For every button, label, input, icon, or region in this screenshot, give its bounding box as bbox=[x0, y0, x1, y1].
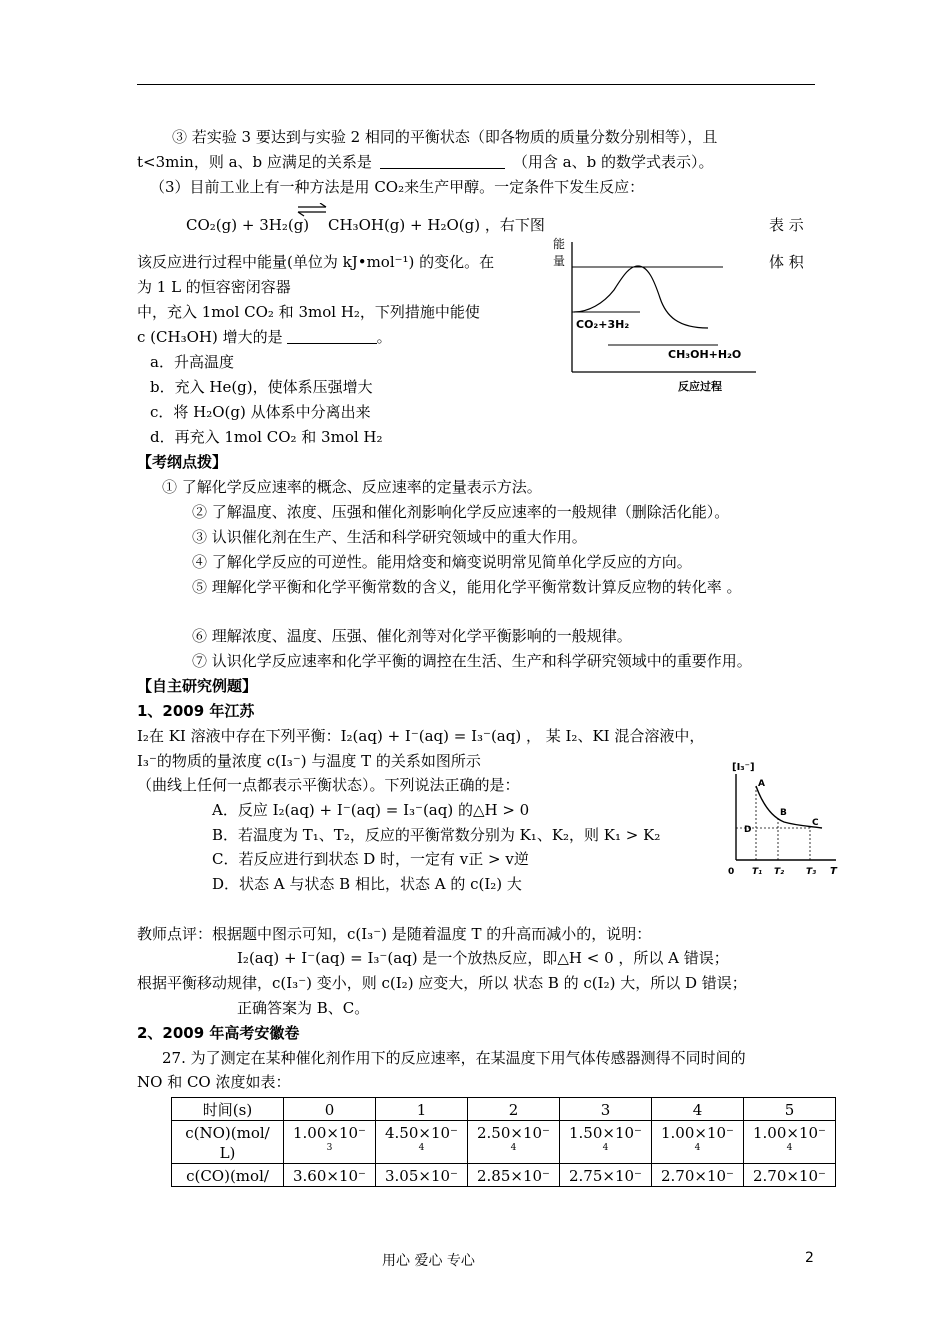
i3-xlabel: T bbox=[830, 866, 837, 877]
choice-a: A．反应 I₂(aq) + I⁻(aq) = I₃⁻(aq) 的△H > 0 bbox=[212, 801, 530, 819]
cell-exponent: 4 bbox=[602, 1143, 609, 1153]
cell-exponent: 4 bbox=[418, 1143, 425, 1153]
teacher-comment-1: 教师点评：根据题中图示可知，c(I₃⁻) 是随着温度 T 的升高而减小的，说明： bbox=[137, 925, 652, 943]
i3-xtick-t3: T₃ bbox=[806, 867, 817, 877]
table-row bbox=[172, 1164, 836, 1187]
line-4a: CO₂(g) + 3H₂(g) bbox=[186, 216, 310, 234]
table-cell bbox=[284, 1164, 376, 1187]
header-cell: 2 bbox=[468, 1098, 560, 1121]
cell-exponent: 4 bbox=[786, 1143, 793, 1153]
table-cell bbox=[652, 1164, 744, 1187]
outline-7: ⑦ 认识化学反应速率和化学平衡的调控在生活、生产和科学研究领域中的重要作用。 bbox=[192, 652, 752, 670]
line-8-end: 。 bbox=[376, 328, 392, 346]
cell-value: 1.00×10⁻ bbox=[293, 1124, 366, 1142]
i3-point-b: B bbox=[780, 808, 787, 818]
header-cell: 0 bbox=[284, 1098, 376, 1121]
cell-exponent: 4 bbox=[510, 1143, 517, 1153]
row-label bbox=[172, 1164, 284, 1187]
energy-xlabel: 反应过程 bbox=[678, 380, 722, 393]
i3-temperature-chart bbox=[718, 756, 848, 881]
outline-4: ④ 了解化学反应的可逆性。能用焓变和熵变说明常见简单化学反应的方向。 bbox=[192, 553, 692, 571]
line-5b: 体 积 bbox=[769, 253, 804, 271]
i3-ylabel: [I₃⁻] bbox=[732, 762, 755, 773]
table-cell bbox=[560, 1164, 652, 1187]
table-cell bbox=[652, 1121, 744, 1164]
header-rule bbox=[137, 84, 815, 85]
header-cell: 4 bbox=[652, 1098, 744, 1121]
energy-diagram bbox=[548, 232, 763, 397]
line-3: （3）目前工业上有一种方法是用 CO₂来生产甲醇。一定条件下发生反应： bbox=[150, 178, 645, 196]
concentration-table bbox=[171, 1097, 836, 1187]
table-cell bbox=[376, 1164, 468, 1187]
header-cell: 1 bbox=[376, 1098, 468, 1121]
option-b: b．充入 He(g)，使体系压强增大 bbox=[150, 378, 373, 396]
outline-1: ① 了解化学反应速率的概念、反应速率的定量表示方法。 bbox=[162, 478, 542, 496]
section-heading-outline: 【考纲点拨】 bbox=[137, 453, 228, 471]
row-label-a: c(NO)(mol/ bbox=[185, 1124, 270, 1142]
table-cell bbox=[560, 1121, 652, 1164]
cell-value: 2.50×10⁻ bbox=[477, 1124, 550, 1142]
cell-value: 2.70×10⁻ bbox=[661, 1167, 734, 1185]
table-cell bbox=[744, 1121, 836, 1164]
problem-line-1: 27. 为了测定在某种催化剂作用下的反应速率，在某温度下用气体传感器测得不同时间的 bbox=[162, 1049, 746, 1067]
example-1-title: 1、2009 年江苏 bbox=[137, 702, 255, 720]
outline-5: ⑤ 理解化学平衡和化学平衡常数的含义，能用化学平衡常数计算反应物的转化率 。 bbox=[192, 578, 742, 596]
example-2-title: 2、2009 年高考安徽卷 bbox=[137, 1024, 300, 1042]
table-cell bbox=[744, 1164, 836, 1187]
question-line-3: （曲线上任何一点都表示平衡状态）。下列说法正确的是： bbox=[137, 776, 520, 794]
cell-exponent: 3 bbox=[326, 1143, 333, 1153]
table-cell bbox=[284, 1121, 376, 1164]
line-2b: （用含 a、b 的数学式表示）。 bbox=[512, 153, 714, 171]
i3-point-c: C bbox=[812, 818, 819, 828]
cell-value: 2.75×10⁻ bbox=[569, 1167, 642, 1185]
i3-point-a: A bbox=[758, 779, 765, 789]
cell-value: 1.00×10⁻ bbox=[753, 1124, 826, 1142]
line-8 bbox=[137, 326, 392, 348]
cell-exponent: 4 bbox=[694, 1143, 701, 1153]
table-cell bbox=[468, 1121, 560, 1164]
row-label bbox=[172, 1121, 284, 1164]
equilibrium-arrow-icon bbox=[296, 203, 328, 217]
header-cell: 5 bbox=[744, 1098, 836, 1121]
cell-value: 3.60×10⁻ bbox=[293, 1167, 366, 1185]
option-a: a．升高温度 bbox=[150, 353, 234, 371]
i3-point-d: D bbox=[744, 825, 752, 835]
line-7: 中，充入 1mol CO₂ 和 3mol H₂，下列措施中能使 bbox=[137, 303, 480, 321]
page-number: 2 bbox=[805, 1250, 814, 1266]
line-5a: 该反应进行过程中能量(单位为 kJ•mol⁻¹) 的变化。在 bbox=[137, 253, 495, 271]
problem-line-2: NO 和 CO 浓度如表： bbox=[137, 1073, 291, 1091]
table-header-row bbox=[172, 1098, 836, 1121]
choice-d: D．状态 A 与状态 B 相比，状态 A 的 c(I₂) 大 bbox=[212, 875, 522, 893]
product-label: CH₃OH+H₂O bbox=[668, 348, 742, 361]
energy-ylabel-1: 能 bbox=[553, 237, 566, 251]
line-6: 为 1 L 的恒容密闭容器 bbox=[137, 278, 291, 296]
teacher-comment-4: 正确答案为 B、C。 bbox=[237, 999, 370, 1017]
choice-c: C．若反应进行到状态 D 时，一定有 v正 > v逆 bbox=[212, 850, 529, 868]
line-1: ③ 若实验 3 要达到与实验 2 相同的平衡状态（即各物质的质量分数分别相等），且 bbox=[172, 128, 718, 146]
option-d: d．再充入 1mol CO₂ 和 3mol H₂ bbox=[150, 428, 383, 446]
header-cell: 时间(s) bbox=[172, 1098, 284, 1121]
header-cell: 3 bbox=[560, 1098, 652, 1121]
i3-xtick-t2: T₂ bbox=[774, 867, 785, 877]
answer-blank-1[interactable] bbox=[380, 154, 505, 169]
option-c: c．将 H₂O(g) 从体系中分离出来 bbox=[150, 403, 371, 421]
outline-3: ③ 认识催化剂在生产、生活和科学研究领域中的重大作用。 bbox=[192, 528, 587, 546]
question-line-1: I₂在 KI 溶液中存在下列平衡：I₂(aq) + I⁻(aq) = I₃⁻(aq) ， 某 I₂、KI 混合溶液中， bbox=[137, 727, 705, 745]
choice-b: B．若温度为 T₁、T₂，反应的平衡常数分别为 K₁、K₂，则 K₁ > K₂ bbox=[212, 826, 661, 844]
i3-xtick-t1: T₁ bbox=[752, 867, 763, 877]
cell-value: 2.85×10⁻ bbox=[477, 1167, 550, 1185]
question-line-2: I₃⁻的物质的量浓度 c(I₃⁻) 与温度 T 的关系如图所示 bbox=[137, 752, 481, 770]
cell-value: 4.50×10⁻ bbox=[385, 1124, 458, 1142]
row-label-a: c(CO)(mol/ bbox=[186, 1167, 269, 1185]
cell-value: 1.50×10⁻ bbox=[569, 1124, 642, 1142]
i3-origin: 0 bbox=[728, 867, 735, 877]
line-4c: 表 示 bbox=[769, 216, 804, 234]
cell-value: 3.05×10⁻ bbox=[385, 1167, 458, 1185]
cell-value: 2.70×10⁻ bbox=[753, 1167, 826, 1185]
outline-2: ② 了解温度、浓度、压强和催化剂影响化学反应速率的一般规律（删除活化能）。 bbox=[192, 503, 730, 521]
outline-6: ⑥ 理解浓度、温度、压强、催化剂等对化学平衡影响的一般规律。 bbox=[192, 627, 632, 645]
answer-blank-2[interactable] bbox=[287, 329, 377, 344]
teacher-comment-2: I₂(aq) + I⁻(aq) = I₃⁻(aq) 是一个放热反应，即△H < 0 ，所以 A 错误； bbox=[237, 949, 729, 967]
line-4b: CH₃OH(g) + H₂O(g) ，右下图 bbox=[328, 216, 545, 234]
section-heading-examples: 【自主研究例题】 bbox=[137, 677, 258, 695]
energy-ylabel-2: 量 bbox=[553, 254, 566, 268]
table-row bbox=[172, 1121, 836, 1164]
line-2a: t<3min，则 a、b 应满足的关系是 bbox=[137, 153, 372, 171]
reactant-label: CO₂+3H₂ bbox=[576, 318, 630, 331]
cell-value: 1.00×10⁻ bbox=[661, 1124, 734, 1142]
teacher-comment-3: 根据平衡移动规律，c(I₃⁻) 变小，则 c(I₂) 应变大，所以 状态 B 的 c(I₂) 大，所以 D 错误； bbox=[137, 974, 747, 992]
line-8-text: c (CH₃OH) 增大的是 bbox=[137, 328, 283, 346]
page-footer: 用心 爱心 专心 bbox=[382, 1253, 475, 1269]
table-cell bbox=[468, 1164, 560, 1187]
row-label-b: L) bbox=[219, 1144, 236, 1162]
table-cell bbox=[376, 1121, 468, 1164]
line-2 bbox=[137, 151, 714, 173]
